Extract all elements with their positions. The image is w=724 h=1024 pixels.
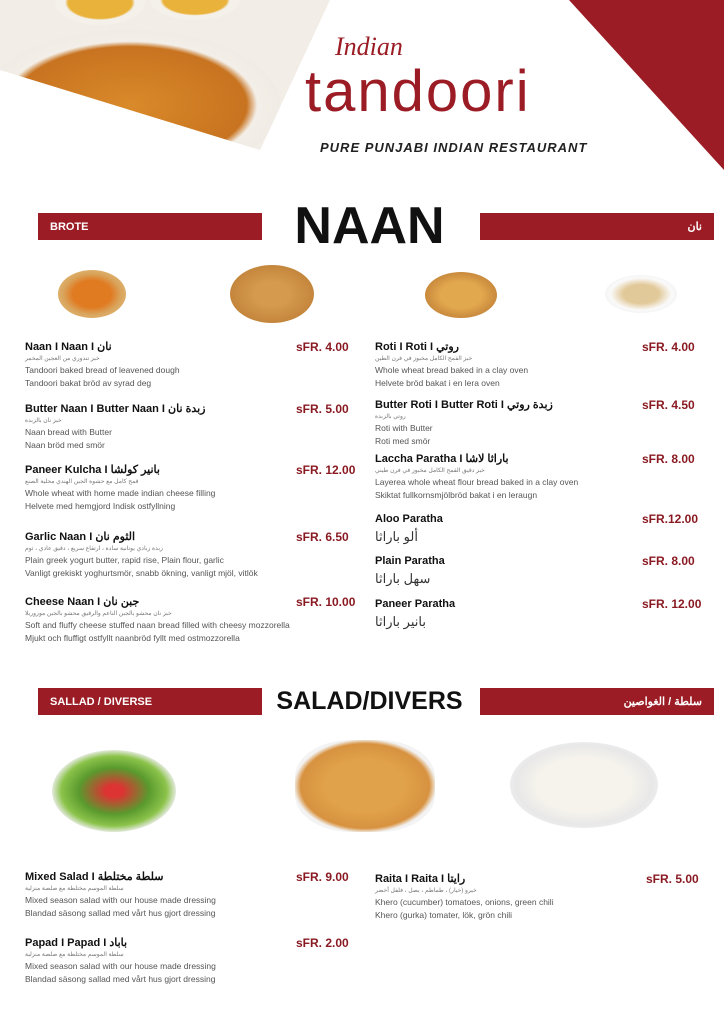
item-description: Mixed season salad with our house made dressing (25, 961, 216, 971)
item-description: Whole wheat bread baked in a clay oven (375, 365, 529, 375)
menu-item (25, 936, 216, 986)
item-name: Garlic Naan I الثوم نان (25, 531, 136, 543)
logo-indian: Indian (335, 32, 403, 61)
item-name: Papad I Papad I باباد (25, 937, 128, 949)
item-description: Vanligt grekiskt yoghurtsmör, snabb ökning, vanligt mjöl, vitlök (25, 568, 258, 578)
item-name: Roti I Roti I روتي (375, 341, 459, 353)
item-name: Butter Roti I Butter Roti I زبدة روتي (375, 399, 553, 411)
menu-item (25, 402, 206, 452)
item-name: Butter Naan I Butter Naan I زبدة نان (25, 403, 206, 415)
item-arabic-description: خبز تندوري من العجين المخمر (25, 356, 100, 362)
item-price: sFR. 2.00 (296, 936, 349, 950)
menu-item (25, 340, 180, 390)
item-price: sFR. 8.00 (642, 452, 695, 466)
item-price: sFR. 6.50 (296, 530, 349, 544)
item-arabic-description: خبز القمح الكامل مخبوز في فرن الطين (375, 356, 473, 362)
item-description: Naan bread with Butter (25, 427, 112, 437)
item-arabic-description: خبز دقيق القمح الكامل مخبوز في فرن طيني (375, 468, 485, 474)
item-description: Roti med smör (375, 436, 431, 446)
section-title-salad: SALAD/DIVERS (276, 687, 463, 715)
item-description: Blandad säsong sallad med vårt hus gjort dressing (25, 974, 216, 984)
item-arabic-description: سلطة الموسم مختلطة مع صلصة منزلية (25, 952, 124, 958)
item-description: Skiktat fullkornsmjölbröd bakat i en leraugn (375, 490, 538, 500)
menu-item (25, 595, 290, 645)
item-description: Blandad säsong sallad med vårt hus gjort dressing (25, 908, 216, 918)
item-name: Paneer Paratha (375, 598, 456, 610)
biryani-photo (0, 0, 330, 210)
menu-item (25, 870, 216, 920)
item-description: Mjukt och fluffigt ostfyllt naanbröd fyllt med ostmozzorella (25, 633, 240, 643)
menu-item (375, 872, 554, 922)
section-label-brote: BROTE (38, 213, 262, 240)
item-price: sFR. 4.00 (642, 340, 695, 354)
item-arabic-name: ألو باراثا (375, 529, 418, 544)
item-description: Tandoori baked bread of leavened dough (25, 365, 180, 375)
salad-photo (52, 750, 176, 832)
menu-item (25, 530, 258, 580)
item-name: Cheese Naan I جبن نان (25, 596, 140, 608)
raita-photo (510, 742, 658, 828)
papad-photo (295, 740, 435, 832)
item-price: sFR. 4.00 (296, 340, 349, 354)
naan-photo (58, 270, 126, 318)
side-bowl (55, 0, 145, 25)
item-price: sFR. 5.00 (646, 872, 699, 886)
item-description: Roti with Butter (375, 423, 433, 433)
menu-item (375, 554, 445, 587)
item-name: Laccha Paratha I باراثا لاشا (375, 453, 509, 465)
menu-item (375, 512, 443, 545)
menu-item (375, 398, 553, 448)
item-description: Mixed season salad with our house made dressing (25, 895, 216, 905)
item-description: Helvete bröd bakat i en lera oven (375, 378, 500, 388)
item-description: Khero (gurka) tomater, lök, grön chili (375, 910, 513, 920)
item-arabic-description: قمح كامل مع حشوة الجبن الهندي محلية الصنع (25, 479, 139, 485)
logo-tandoori: tandoori (305, 59, 531, 124)
section-title-naan: NAAN (294, 197, 445, 255)
item-description: Whole wheat with home made indian cheese filling (25, 488, 216, 498)
item-description: Naan bröd med smör (25, 440, 105, 450)
section-label-sallad: SALLAD / DIVERSE (38, 688, 262, 715)
item-price: sFR. 12.00 (296, 463, 356, 477)
item-arabic-description: خيرو (خيار) ، طماطم ، بصل ، فلفل أخضر (375, 888, 477, 894)
item-arabic-description: خبز نان محشو بالجبن الناعم والرقيق محشو بالجبن موزوريلا (25, 611, 172, 617)
item-name: Plain Paratha (375, 555, 445, 567)
item-name: Paneer Kulcha I بانير كولشا (25, 464, 160, 476)
garlic-naan-photo (425, 272, 497, 318)
menu-item (25, 463, 215, 513)
tagline: PURE PUNJABI INDIAN RESTAURANT (320, 140, 588, 155)
item-name: Aloo Paratha (375, 513, 443, 525)
item-arabic-name: بانير باراثا (375, 614, 426, 629)
corner-decoration (569, 0, 724, 170)
item-arabic-description: زبدة زبادي يونانية سادة ، ارتفاع سريع ، دقيق عادي ، ثوم (25, 546, 163, 552)
item-description: Helvete med hemgjord Indisk ostfyllning (25, 501, 176, 511)
item-description: Plain greek yogurt butter, rapid rise, Plain flour, garlic (25, 555, 224, 565)
menu-item (375, 597, 455, 630)
paratha-photo (230, 265, 314, 323)
biryani-plate (0, 30, 280, 180)
item-price: sFR. 10.00 (296, 595, 356, 609)
item-price: sFR. 9.00 (296, 870, 349, 884)
item-price: sFR. 4.50 (642, 398, 695, 412)
item-name: Raita I Raita I رايتا (375, 873, 466, 885)
item-name: Mixed Salad I سلطة مختلطة (25, 871, 164, 883)
section-label-arabic-salad: سلطة / الغواصين (480, 688, 714, 715)
item-description: Khero (cucumber) tomatoes, onions, green chili (375, 897, 554, 907)
item-price: sFR.12.00 (642, 512, 699, 526)
item-arabic-description: روتي بالزبدة (375, 414, 406, 420)
item-arabic-description: خبز نان بالزبدة (25, 418, 62, 424)
side-bowl (150, 0, 240, 20)
item-description: Tandoori bakat bröd av syrad deg (25, 378, 152, 388)
item-name: Naan I Naan I نان (25, 341, 112, 353)
item-arabic-name: سهل باراثا (375, 571, 431, 586)
item-description: Layerea whole wheat flour bread baked in a clay oven (375, 477, 579, 487)
section-label-arabic: نان (480, 213, 714, 240)
item-price: sFR. 5.00 (296, 402, 349, 416)
item-price: sFR. 12.00 (642, 597, 702, 611)
menu-item (375, 340, 528, 390)
item-price: sFR. 8.00 (642, 554, 695, 568)
roti-photo (605, 275, 677, 313)
item-arabic-description: سلطة الموسم مختلطة مع صلصة منزلية (25, 886, 124, 892)
item-description: Soft and fluffy cheese stuffed naan bread filled with cheesy mozzorella (25, 620, 290, 630)
menu-item (375, 452, 578, 502)
